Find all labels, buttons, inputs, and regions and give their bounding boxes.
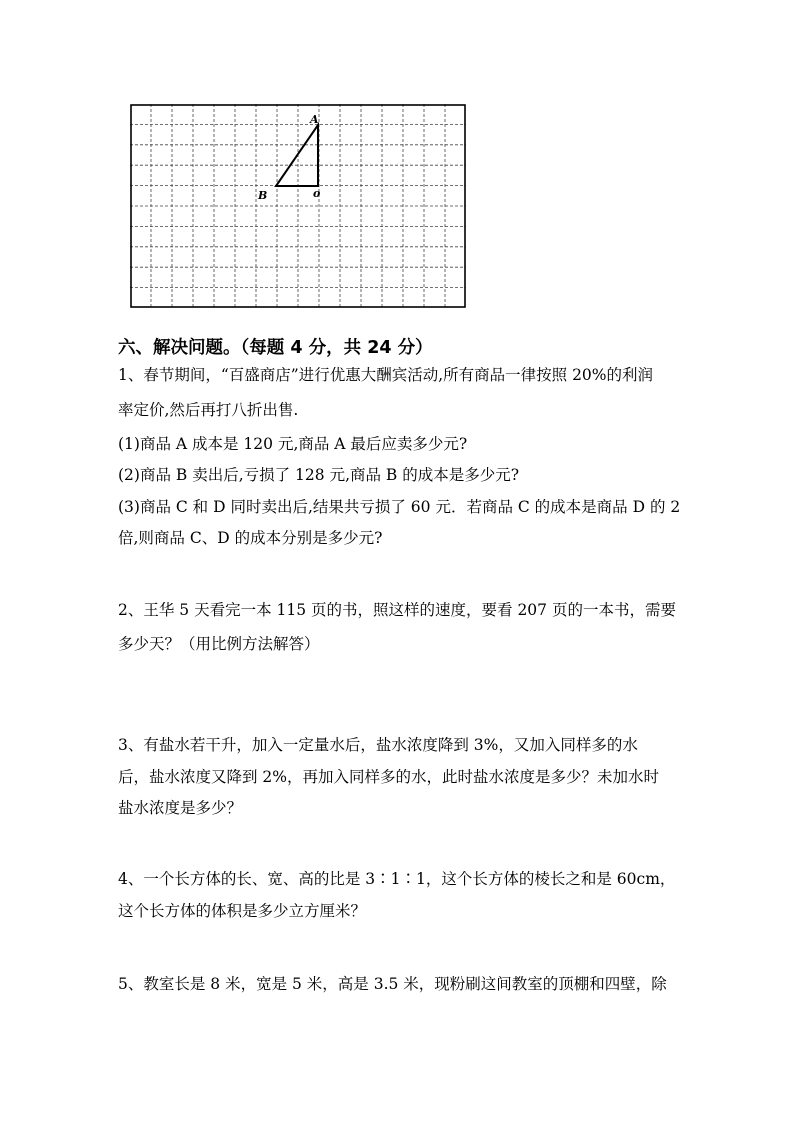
grid-lines [130, 104, 466, 308]
problem-2-line-2: 多少天？（用比例方法解答） [118, 635, 320, 653]
problem-1-line-4: (2)商品 B 卖出后,亏损了 128 元,商品 B 的成本是多少元? [118, 466, 520, 484]
problem-1-line-3: (1)商品 A 成本是 120 元,商品 A 最后应卖多少元? [118, 435, 468, 453]
point-label-b: B [258, 189, 268, 202]
problem-4-line-2: 这个长方体的体积是多少立方厘米？ [118, 902, 367, 920]
problem-5-line-1: 5、教室长是 8 米，宽是 5 米，高是 3.5 米，现粉刷这间教室的顶棚和四壁，除 [118, 975, 667, 993]
point-label-a: A [310, 113, 319, 126]
problem-1-line-2: 率定价,然后再打八折出售. [118, 401, 299, 419]
problem-1-line-5: (3)商品 C 和 D 同时卖出后,结果共亏损了 60 元．若商品 C 的成本是商品 D 的 2 [118, 498, 681, 516]
problem-1-line-6: 倍,则商品 C、D 的成本分别是多少元? [118, 529, 383, 547]
problem-1-line-1: 1、春节期间，“百盛商店”进行优惠大酬宾活动,所有商品一律按照 20%的利润 [118, 366, 654, 384]
problem-2-line-1: 2、王华 5 天看完一本 115 页的书，照这样的速度，要看 207 页的一本书，需要 [118, 601, 676, 619]
problem-3-line-1: 3、有盐水若干升，加入一定量水后，盐水浓度降到 3%，又加入同样多的水 [118, 736, 638, 754]
problem-3-line-3: 盐水浓度是多少？ [118, 799, 243, 817]
triangle-abo [276, 125, 318, 186]
grid-figure [130, 104, 466, 308]
section-heading: 六、解决问题。（每题 4 分，共 24 分） [118, 338, 433, 358]
problem-4-line-1: 4、一个长方体的长、宽、高的比是 3∶1∶1，这个长方体的棱长之和是 60cm， [118, 870, 676, 888]
point-label-o: o [313, 187, 321, 200]
problem-3-line-2: 后，盐水浓度又降到 2%，再加入同样多的水，此时盐水浓度是多少？未加水时 [118, 768, 660, 786]
